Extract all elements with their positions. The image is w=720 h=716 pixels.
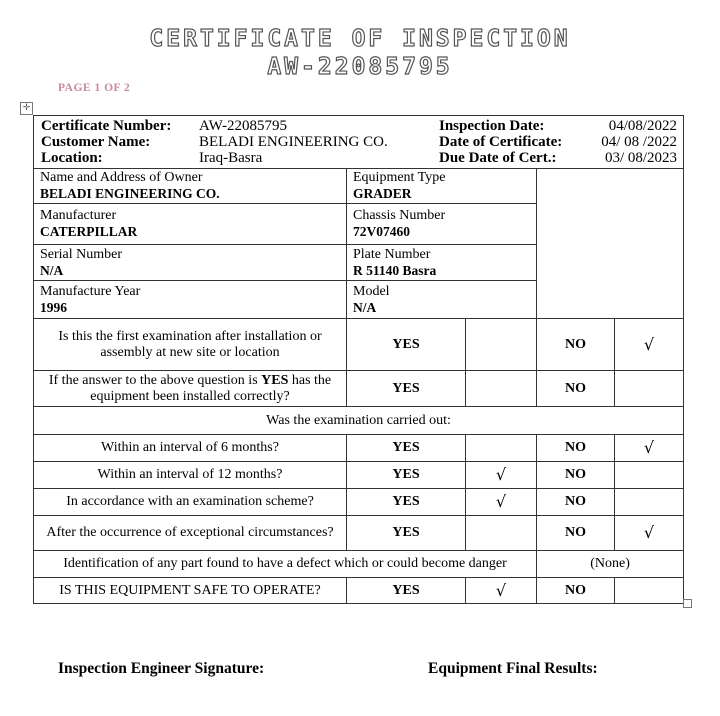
inspection-table (33, 115, 684, 604)
cert-number-value: AW-22085795 (199, 118, 287, 134)
table-move-handle-icon[interactable]: ✛ (20, 102, 33, 115)
manufacture-year-label: Manufacture Year (40, 283, 141, 299)
question-installed-text-1: If the answer to the above question is (48, 372, 262, 388)
question-installed-text-2: has the equipment been installed correctly? (90, 372, 332, 404)
cert-number-label: Certificate Number: (41, 118, 172, 134)
inspection-date-value: 04/08/2022 (608, 118, 678, 134)
equipment-type-value: GRADER (353, 186, 412, 201)
certificate-info-block (34, 116, 684, 169)
owner-label: Name and Address of Owner (40, 170, 203, 185)
certificate-title: CERTIFICATE OF INSPECTION (149, 26, 571, 52)
plate-number-label: Plate Number (353, 246, 431, 262)
customer-name-value: BELADI ENGINEERING CO. (199, 134, 388, 150)
defect-row (34, 551, 684, 578)
no-label: NO (537, 319, 615, 371)
yes-check-cell[interactable] (466, 516, 537, 551)
equipment-type-cell (347, 169, 537, 204)
model-cell (347, 281, 537, 319)
defect-identification-label: Identification of any part found to have a defect which or could become danger (34, 551, 537, 578)
no-label: NO (537, 462, 615, 489)
model-value: N/A (353, 299, 377, 315)
no-check-cell[interactable] (615, 578, 684, 604)
equipment-type-label: Equipment Type (353, 170, 446, 185)
date-of-cert-value: 04/ 08 /2022 (601, 134, 678, 150)
yes-check-mark[interactable]: √ (466, 578, 537, 604)
no-check-mark[interactable]: √ (615, 319, 684, 371)
chassis-number-value: 72V07460 (353, 224, 410, 239)
question-6-months: Within an interval of 6 months? (34, 435, 347, 462)
no-label: NO (537, 578, 615, 604)
safe-to-operate-row (34, 578, 684, 604)
owner-cell (34, 169, 347, 204)
manufacturer-label: Manufacturer (40, 208, 117, 223)
plate-number-cell (347, 245, 537, 281)
location-label: Location: (41, 150, 103, 166)
question-12-months: Within an interval of 12 months? (34, 462, 347, 489)
question-first-exam: Is this the first examination after installation or assembly at new site or location (34, 319, 347, 371)
yes-label: YES (347, 516, 466, 551)
question-installed-yes-emphasis: YES (261, 372, 289, 388)
no-check-cell[interactable] (615, 489, 684, 516)
inspection-date-label: Inspection Date: (439, 118, 545, 134)
no-label: NO (537, 371, 615, 407)
model-label: Model (353, 283, 390, 299)
no-check-mark[interactable]: √ (615, 435, 684, 462)
yes-check-cell[interactable] (466, 371, 537, 407)
question-row-12-months (34, 462, 684, 489)
location-value: Iraq-Basra (199, 150, 263, 166)
question-exam-scheme: In accordance with an examination scheme? (34, 489, 347, 516)
yes-check-mark[interactable]: √ (466, 489, 537, 516)
no-label: NO (537, 489, 615, 516)
chassis-number-label: Chassis Number (353, 208, 446, 223)
yes-label: YES (347, 371, 466, 407)
manufacture-year-cell (34, 281, 347, 319)
equipment-final-results-label: Equipment Final Results: (428, 660, 598, 677)
date-of-cert-label: Date of Certificate: (439, 134, 563, 150)
yes-label: YES (347, 489, 466, 516)
defect-identification-value: (None) (537, 551, 684, 578)
no-label: NO (537, 516, 615, 551)
no-check-cell[interactable] (615, 462, 684, 489)
serial-number-cell (34, 245, 347, 281)
question-row-installed (34, 371, 684, 407)
yes-check-cell[interactable] (466, 319, 537, 371)
question-row-exam-scheme (34, 489, 684, 516)
no-check-mark[interactable]: √ (615, 516, 684, 551)
owner-value: BELADI ENGINEERING CO. (40, 186, 220, 201)
serial-number-label: Serial Number (40, 246, 123, 262)
yes-check-mark[interactable]: √ (466, 462, 537, 489)
question-row-exceptional (34, 516, 684, 551)
no-label: NO (537, 435, 615, 462)
question-row-6-months (34, 435, 684, 462)
yes-label: YES (347, 319, 466, 371)
table-resize-handle[interactable] (683, 599, 692, 608)
certificate-id-title: AW-22085795 (267, 54, 453, 80)
yes-check-cell[interactable] (466, 435, 537, 462)
due-date-value: 03/ 08/2023 (604, 150, 678, 166)
yes-label: YES (347, 578, 466, 604)
question-exceptional-circumstances: After the occurrence of exceptional circumstances? (34, 516, 347, 551)
customer-name-label: Customer Name: (41, 134, 151, 150)
no-check-cell[interactable] (615, 371, 684, 407)
manufacturer-value: CATERPILLAR (40, 224, 138, 239)
question-safe-to-operate: IS THIS EQUIPMENT SAFE TO OPERATE? (34, 578, 347, 604)
inspection-engineer-signature-label: Inspection Engineer Signature: (58, 660, 265, 677)
question-installed-correctly (34, 371, 347, 407)
yes-label: YES (347, 462, 466, 489)
section-heading-examination: Was the examination carried out: (34, 407, 684, 435)
plate-number-value: R 51140 Basra (353, 262, 437, 278)
yes-label: YES (347, 435, 466, 462)
manufacturer-cell (34, 204, 347, 245)
blank-photo-cell (537, 169, 684, 319)
due-date-label: Due Date of Cert.: (439, 150, 557, 166)
manufacture-year-value: 1996 (40, 299, 67, 315)
page-label: PAGE 1 OF 2 (58, 82, 131, 94)
chassis-number-cell (347, 204, 537, 245)
serial-number-value: N/A (40, 262, 64, 278)
question-row-first-exam (34, 319, 684, 371)
